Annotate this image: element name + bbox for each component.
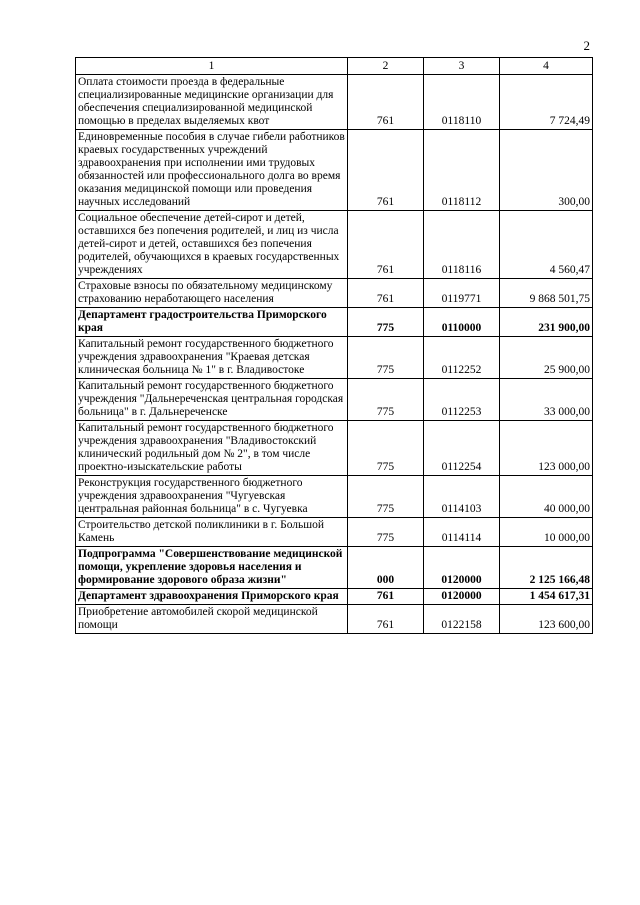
row-code-cell: 0118112 [424, 130, 500, 211]
row-amount-cell: 9 868 501,75 [500, 279, 593, 308]
row-dept-cell: 761 [348, 589, 424, 605]
row-code-cell: 0120000 [424, 547, 500, 589]
row-dept-cell: 761 [348, 605, 424, 634]
row-amount-cell: 33 000,00 [500, 379, 593, 421]
table-row [76, 308, 593, 337]
row-name-cell: Приобретение автомобилей скорой медицинской помощи [76, 605, 348, 634]
header-row [76, 58, 593, 75]
row-amount-cell: 10 000,00 [500, 518, 593, 547]
row-dept-cell: 761 [348, 211, 424, 279]
row-name-cell: Строительство детской поликлиники в г. Большой Камень [76, 518, 348, 547]
column-header-2: 2 [348, 58, 424, 75]
row-code-cell: 0114114 [424, 518, 500, 547]
row-name-cell: Страховые взносы по обязательному медицинскому страхованию неработающего населения [76, 279, 348, 308]
table-row [76, 421, 593, 476]
column-header-4: 4 [500, 58, 593, 75]
table-header [76, 58, 593, 75]
row-code-cell: 0114103 [424, 476, 500, 518]
row-amount-cell: 40 000,00 [500, 476, 593, 518]
table-body [76, 75, 593, 634]
row-code-cell: 0112252 [424, 337, 500, 379]
row-name-cell: Социальное обеспечение детей-сирот и детей, оставшихся без попечения родителей, и лиц из числа детей-сирот и детей, оставшихся без попечения родителей, обучающихся в краевых государственных учреждениях [76, 211, 348, 279]
row-amount-cell: 4 560,47 [500, 211, 593, 279]
row-dept-cell: 775 [348, 518, 424, 547]
row-amount-cell: 123 000,00 [500, 421, 593, 476]
row-amount-cell: 25 900,00 [500, 337, 593, 379]
row-dept-cell: 775 [348, 308, 424, 337]
row-name-cell: Капитальный ремонт государственного бюджетного учреждения здравоохранения "Краевая детская клиническая больница № 1" в г. Владивостоке [76, 337, 348, 379]
row-amount-cell: 231 900,00 [500, 308, 593, 337]
row-amount-cell: 7 724,49 [500, 75, 593, 130]
table-row [76, 518, 593, 547]
table-row [76, 589, 593, 605]
row-code-cell: 0120000 [424, 589, 500, 605]
column-header-3: 3 [424, 58, 500, 75]
row-amount-cell: 123 600,00 [500, 605, 593, 634]
table-row [76, 75, 593, 130]
row-dept-cell: 775 [348, 421, 424, 476]
table-row [76, 605, 593, 634]
table-row [76, 379, 593, 421]
row-dept-cell: 761 [348, 75, 424, 130]
row-name-cell: Департамент здравоохранения Приморского края [76, 589, 348, 605]
row-code-cell: 0112253 [424, 379, 500, 421]
table-row [76, 211, 593, 279]
table-row [76, 476, 593, 518]
row-dept-cell: 775 [348, 337, 424, 379]
row-code-cell: 0119771 [424, 279, 500, 308]
row-dept-cell: 761 [348, 130, 424, 211]
row-code-cell: 0110000 [424, 308, 500, 337]
budget-table [75, 57, 593, 634]
row-name-cell: Реконструкция государственного бюджетного учреждения здравоохранения "Чугуевская центральная районная больница" в с. Чугуевка [76, 476, 348, 518]
row-amount-cell: 1 454 617,31 [500, 589, 593, 605]
row-dept-cell: 761 [348, 279, 424, 308]
row-name-cell: Оплата стоимости проезда в федеральные специализированные медицинские организации для обеспечения специализированной медицинской помощью в пределах выделяемых квот [76, 75, 348, 130]
row-code-cell: 0112254 [424, 421, 500, 476]
row-code-cell: 0118110 [424, 75, 500, 130]
column-header-1: 1 [76, 58, 348, 75]
row-dept-cell: 000 [348, 547, 424, 589]
row-dept-cell: 775 [348, 379, 424, 421]
row-name-cell: Департамент градостроительства Приморского края [76, 308, 348, 337]
row-amount-cell: 300,00 [500, 130, 593, 211]
row-code-cell: 0122158 [424, 605, 500, 634]
row-name-cell: Подпрограмма "Совершенствование медицинской помощи, укрепление здоровья населения и формирование здорового образа жизни" [76, 547, 348, 589]
table-row [76, 130, 593, 211]
table-row [76, 337, 593, 379]
page-number: 2 [583, 38, 590, 53]
table-row [76, 547, 593, 589]
row-name-cell: Единовременные пособия в случае гибели работников краевых государственных учреждений здравоохранения при исполнении ими трудовых обязанностей или профессионального долга во время оказания медицинской помощи или проведения научных исследований [76, 130, 348, 211]
table-row [76, 279, 593, 308]
row-name-cell: Капитальный ремонт государственного бюджетного учреждения "Дальнереченская центральная городская больница" в г. Дальнереченске [76, 379, 348, 421]
row-amount-cell: 2 125 166,48 [500, 547, 593, 589]
row-code-cell: 0118116 [424, 211, 500, 279]
row-dept-cell: 775 [348, 476, 424, 518]
row-name-cell: Капитальный ремонт государственного бюджетного учреждения здравоохранения "Владивостокский клинический родильный дом № 2", в том числе проектно-изыскательские работы [76, 421, 348, 476]
